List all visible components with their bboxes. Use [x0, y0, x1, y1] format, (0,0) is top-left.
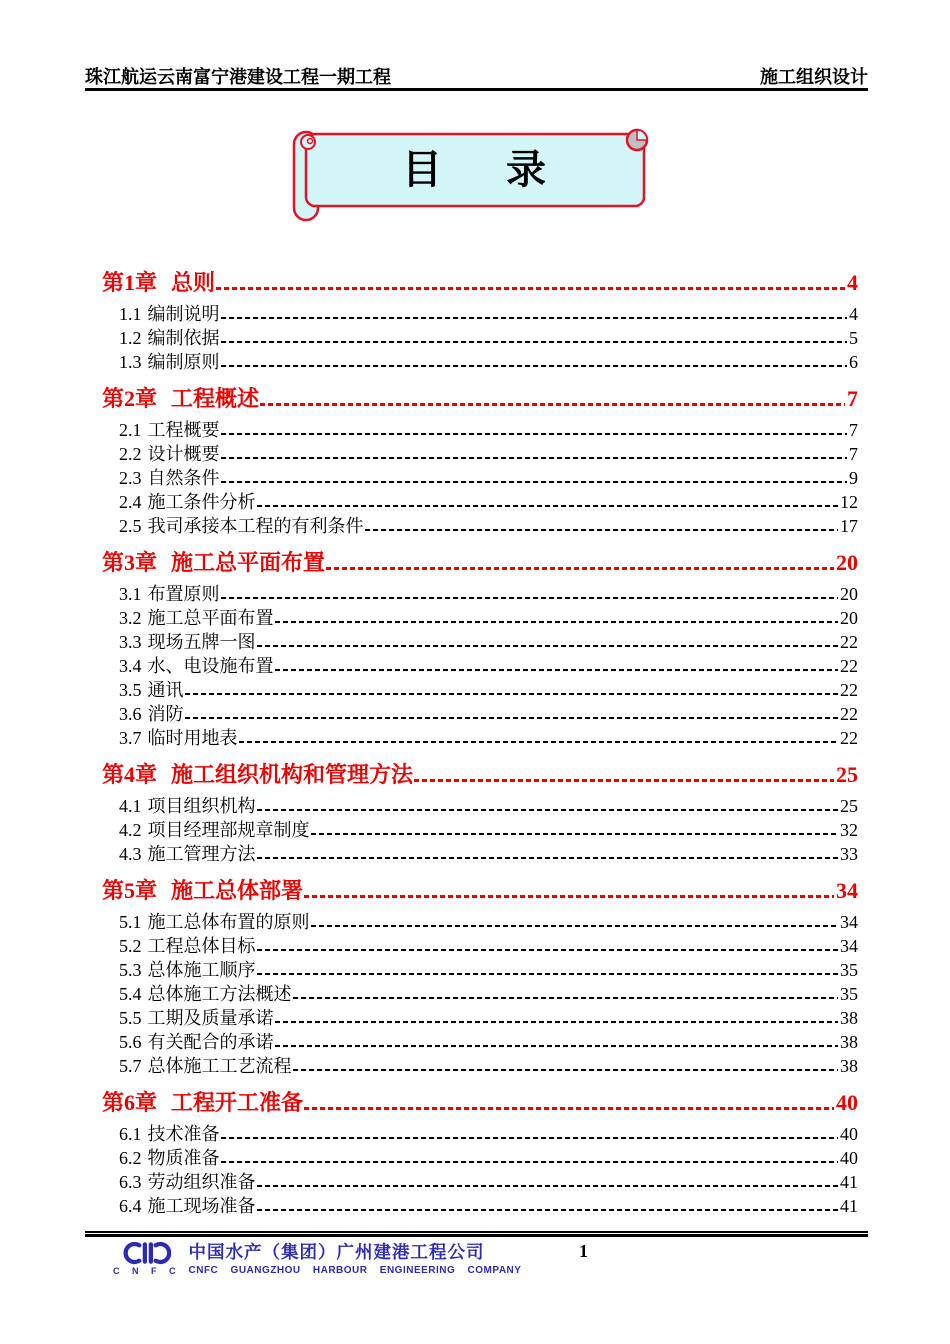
- toc-entry-page: 41: [840, 1196, 858, 1216]
- toc-sub-row[interactable]: [102, 514, 858, 538]
- dotted-leader: [260, 403, 845, 406]
- toc-entry-title: 工程概述: [171, 386, 260, 411]
- toc-sub-row[interactable]: [102, 1006, 858, 1030]
- dotted-leader: [304, 895, 834, 898]
- toc-entry-number: 4.3: [119, 844, 142, 864]
- toc-entry-title: 设计概要: [147, 444, 220, 464]
- dotted-leader: [275, 1045, 839, 1047]
- cnfc-logo-letters: C N F C: [113, 1266, 181, 1276]
- cnfc-logo-icon: [123, 1241, 171, 1265]
- toc-entry-number: 3.4: [119, 656, 142, 676]
- toc-entry-title: 物质准备: [147, 1148, 220, 1168]
- dotted-leader: [216, 287, 845, 290]
- toc-entry-number: 5.7: [119, 1056, 142, 1076]
- toc-sub-row[interactable]: [102, 934, 858, 958]
- toc-sub-row[interactable]: [102, 702, 858, 726]
- toc-entry-page: 38: [840, 1008, 858, 1028]
- toc-sub-row[interactable]: [102, 302, 858, 326]
- toc-entry-page: 20: [840, 584, 858, 604]
- toc-entry-page: 25: [836, 762, 858, 787]
- dotted-leader: [257, 645, 839, 647]
- toc-entry-page: 7: [849, 444, 858, 464]
- toc-sub-row[interactable]: [102, 1030, 858, 1054]
- toc-sub-row[interactable]: [102, 910, 858, 934]
- toc-entry-number: 5.1: [119, 912, 142, 932]
- toc-sub-row[interactable]: [102, 466, 858, 490]
- toc-entry-number: 3.1: [119, 584, 142, 604]
- footer-rule: [85, 1231, 868, 1237]
- dotted-leader: [257, 809, 839, 811]
- dotted-leader: [185, 693, 839, 695]
- toc-entry-title: 施工条件分析: [147, 492, 256, 512]
- toc-entry-number: 第5章: [102, 878, 158, 903]
- dotted-leader: [326, 567, 834, 570]
- toc-entry-page: 20: [840, 608, 858, 628]
- toc-entry-number: 第2章: [102, 386, 158, 411]
- toc-entry-page: 40: [840, 1124, 858, 1144]
- toc-sub-row[interactable]: [102, 582, 858, 606]
- dotted-leader: [311, 925, 839, 927]
- toc-entry-title: 施工现场准备: [147, 1196, 256, 1216]
- toc-sub-row[interactable]: [102, 490, 858, 514]
- toc-sub-row[interactable]: [102, 1170, 858, 1194]
- toc-sub-row[interactable]: [102, 1194, 858, 1218]
- toc-entry-title: 临时用地表: [147, 728, 238, 748]
- toc-entry-number: 2.5: [119, 516, 142, 536]
- toc-sub-row[interactable]: [102, 350, 858, 374]
- dotted-leader: [221, 1137, 839, 1139]
- toc-entry-page: 22: [840, 704, 858, 724]
- toc-chapter-row[interactable]: [102, 268, 858, 298]
- dotted-leader: [293, 997, 839, 999]
- toc-entry-page: 38: [840, 1032, 858, 1052]
- dotted-leader: [221, 481, 848, 483]
- dotted-leader: [275, 621, 839, 623]
- dotted-leader: [257, 505, 839, 507]
- toc-entry-title: 我司承接本工程的有利条件: [147, 516, 364, 536]
- toc-entry-title: 施工总体部署: [171, 878, 304, 903]
- toc-entry-page: 41: [840, 1172, 858, 1192]
- dotted-leader: [221, 341, 848, 343]
- page-footer: [113, 1241, 521, 1276]
- page-number: 1: [579, 1241, 588, 1261]
- toc-entry-page: 4: [847, 270, 858, 295]
- toc-entry-page: 7: [847, 386, 858, 411]
- toc-entry-number: 2.2: [119, 444, 142, 464]
- toc-entry-page: 22: [840, 680, 858, 700]
- toc-entry-page: 4: [849, 304, 858, 324]
- toc-entry-number: 3.3: [119, 632, 142, 652]
- toc-entry-page: 40: [836, 1090, 858, 1115]
- company-name-en: CNFC GUANGZHOU HARBOUR ENGINEERING COMPANY: [188, 1265, 522, 1276]
- toc-entry-number: 3.2: [119, 608, 142, 628]
- toc-entry-number: 5.5: [119, 1008, 142, 1028]
- toc-chapter-row[interactable]: [102, 876, 858, 906]
- toc-entry-title: 施工总平面布置: [147, 608, 274, 628]
- toc-sub-row[interactable]: [102, 842, 858, 866]
- toc-entry-title: 水、电设施布置: [147, 656, 274, 676]
- toc-entry-title: 工程开工准备: [171, 1090, 304, 1115]
- toc-entry-number: 2.3: [119, 468, 142, 488]
- toc-entry-page: 35: [840, 984, 858, 1004]
- toc-chapter-row[interactable]: [102, 548, 858, 578]
- page-header: [85, 63, 868, 89]
- dotted-leader: [414, 779, 834, 782]
- toc-entry-title: 施工管理方法: [147, 844, 256, 864]
- toc-entry-page: 25: [840, 796, 858, 816]
- toc-chapter-row[interactable]: [102, 384, 858, 414]
- toc-entry-number: 5.2: [119, 936, 142, 956]
- toc-entry-number: 6.1: [119, 1124, 142, 1144]
- toc-entry-title: 总则: [171, 270, 216, 295]
- toc-entry-page: 33: [840, 844, 858, 864]
- dotted-leader: [239, 741, 839, 743]
- company-name-cn: 中国水产（集团）广州建港工程公司: [188, 1242, 485, 1262]
- toc-entry-number: 2.1: [119, 420, 142, 440]
- toc-entry-number: 第4章: [102, 762, 158, 787]
- toc-sub-row[interactable]: [102, 726, 858, 750]
- header-left-title: 珠江航运云南富宁港建设工程一期工程: [85, 67, 391, 87]
- toc-entry-number: 第3章: [102, 550, 158, 575]
- toc-entry-title: 编制依据: [147, 328, 220, 348]
- toc-entry-page: 34: [836, 878, 858, 903]
- toc-entry-number: 4.1: [119, 796, 142, 816]
- toc-entry-title: 工程总体目标: [147, 936, 256, 956]
- toc-sub-row[interactable]: [102, 678, 858, 702]
- dotted-leader: [304, 1107, 834, 1110]
- toc-entry-page: 17: [840, 516, 858, 536]
- toc-entry-number: 3.7: [119, 728, 142, 748]
- toc-entry-title: 编制说明: [147, 304, 220, 324]
- toc-entry-page: 34: [840, 936, 858, 956]
- toc-entry-title: 现场五牌一图: [147, 632, 256, 652]
- toc-entry-number: 6.2: [119, 1148, 142, 1168]
- toc-sub-row[interactable]: [102, 958, 858, 982]
- toc-entry-page: 6: [849, 352, 858, 372]
- toc-entry-page: 22: [840, 632, 858, 652]
- toc-entry-page: 7: [849, 420, 858, 440]
- toc-entry-number: 5.3: [119, 960, 142, 980]
- toc-banner-title: 目 录: [402, 147, 558, 192]
- toc-entry-title: 项目经理部规章制度: [147, 820, 310, 840]
- toc-entry-title: 施工总平面布置: [171, 550, 326, 575]
- toc-entry-page: 34: [840, 912, 858, 932]
- toc-entry-title: 总体施工方法概述: [147, 984, 292, 1004]
- toc-sub-row[interactable]: [102, 418, 858, 442]
- toc-entry-title: 自然条件: [147, 468, 220, 488]
- toc-sub-row[interactable]: [102, 326, 858, 350]
- toc-entry-page: 12: [840, 492, 858, 512]
- toc-chapter-row[interactable]: [102, 1088, 858, 1118]
- toc-chapter-row[interactable]: [102, 760, 858, 790]
- toc-entry-page: 20: [836, 550, 858, 575]
- dotted-leader: [257, 949, 839, 951]
- toc-entry-number: 5.6: [119, 1032, 142, 1052]
- toc-entry-number: 1.1: [119, 304, 142, 324]
- dotted-leader: [185, 717, 839, 719]
- toc-entry-title: 施工组织机构和管理方法: [171, 762, 414, 787]
- toc-entry-title: 消防: [147, 704, 184, 724]
- toc-sub-row[interactable]: [102, 982, 858, 1006]
- toc-sub-row[interactable]: [102, 442, 858, 466]
- dotted-leader: [221, 1161, 839, 1163]
- company-logo: [113, 1241, 181, 1276]
- toc-entry-number: 3.6: [119, 704, 142, 724]
- dotted-leader: [221, 365, 848, 367]
- toc-sub-row[interactable]: [102, 1054, 858, 1078]
- toc-sub-row[interactable]: [102, 630, 858, 654]
- toc-entry-number: 5.4: [119, 984, 142, 1004]
- toc-entry-page: 40: [840, 1148, 858, 1168]
- toc-entry-page: 38: [840, 1056, 858, 1076]
- toc-entry-page: 22: [840, 656, 858, 676]
- toc-entry-page: 5: [849, 328, 858, 348]
- toc-entry-number: 1.2: [119, 328, 142, 348]
- toc-entry-number: 4.2: [119, 820, 142, 840]
- toc-entry-number: 第1章: [102, 270, 158, 295]
- toc: [102, 268, 858, 1218]
- dotted-leader: [221, 457, 848, 459]
- toc-entry-number: 3.5: [119, 680, 142, 700]
- toc-entry-title: 有关配合的承诺: [147, 1032, 274, 1052]
- company-name: [189, 1241, 522, 1276]
- toc-entry-title: 总体施工顺序: [147, 960, 256, 980]
- toc-entry-title: 工期及质量承诺: [147, 1008, 274, 1028]
- toc-entry-title: 布置原则: [147, 584, 220, 604]
- dotted-leader: [293, 1069, 839, 1071]
- dotted-leader: [365, 529, 839, 531]
- toc-entry-number: 6.3: [119, 1172, 142, 1192]
- toc-entry-title: 项目组织机构: [147, 796, 256, 816]
- toc-banner: [290, 120, 658, 224]
- dotted-leader: [221, 597, 839, 599]
- header-rule: [85, 88, 868, 91]
- dotted-leader: [221, 433, 848, 435]
- toc-entry-number: 第6章: [102, 1090, 158, 1115]
- toc-entry-page: 22: [840, 728, 858, 748]
- dotted-leader: [275, 1021, 839, 1023]
- toc-entry-title: 施工总体布置的原则: [147, 912, 310, 932]
- toc-entry-title: 劳动组织准备: [147, 1172, 256, 1192]
- toc-entry-title: 技术准备: [147, 1124, 220, 1144]
- toc-sub-row[interactable]: [102, 654, 858, 678]
- dotted-leader: [257, 1185, 839, 1187]
- toc-sub-row[interactable]: [102, 606, 858, 630]
- toc-entry-title: 工程概要: [147, 420, 220, 440]
- toc-sub-row[interactable]: [102, 1122, 858, 1146]
- dotted-leader: [275, 669, 839, 671]
- toc-sub-row[interactable]: [102, 1146, 858, 1170]
- toc-sub-row[interactable]: [102, 794, 858, 818]
- toc-entry-number: 2.4: [119, 492, 142, 512]
- toc-entry-title: 编制原则: [147, 352, 220, 372]
- toc-entry-title: 总体施工工艺流程: [147, 1056, 292, 1076]
- toc-entry-page: 35: [840, 960, 858, 980]
- toc-entry-page: 32: [840, 820, 858, 840]
- dotted-leader: [257, 857, 839, 859]
- header-right-title: 施工组织设计: [760, 67, 868, 87]
- dotted-leader: [221, 317, 848, 319]
- toc-entry-page: 9: [849, 468, 858, 488]
- toc-entry-number: 6.4: [119, 1196, 142, 1216]
- dotted-leader: [311, 833, 839, 835]
- toc-entry-number: 1.3: [119, 352, 142, 372]
- toc-entry-title: 通讯: [147, 680, 184, 700]
- toc-sub-row[interactable]: [102, 818, 858, 842]
- dotted-leader: [257, 1209, 839, 1211]
- dotted-leader: [257, 973, 839, 975]
